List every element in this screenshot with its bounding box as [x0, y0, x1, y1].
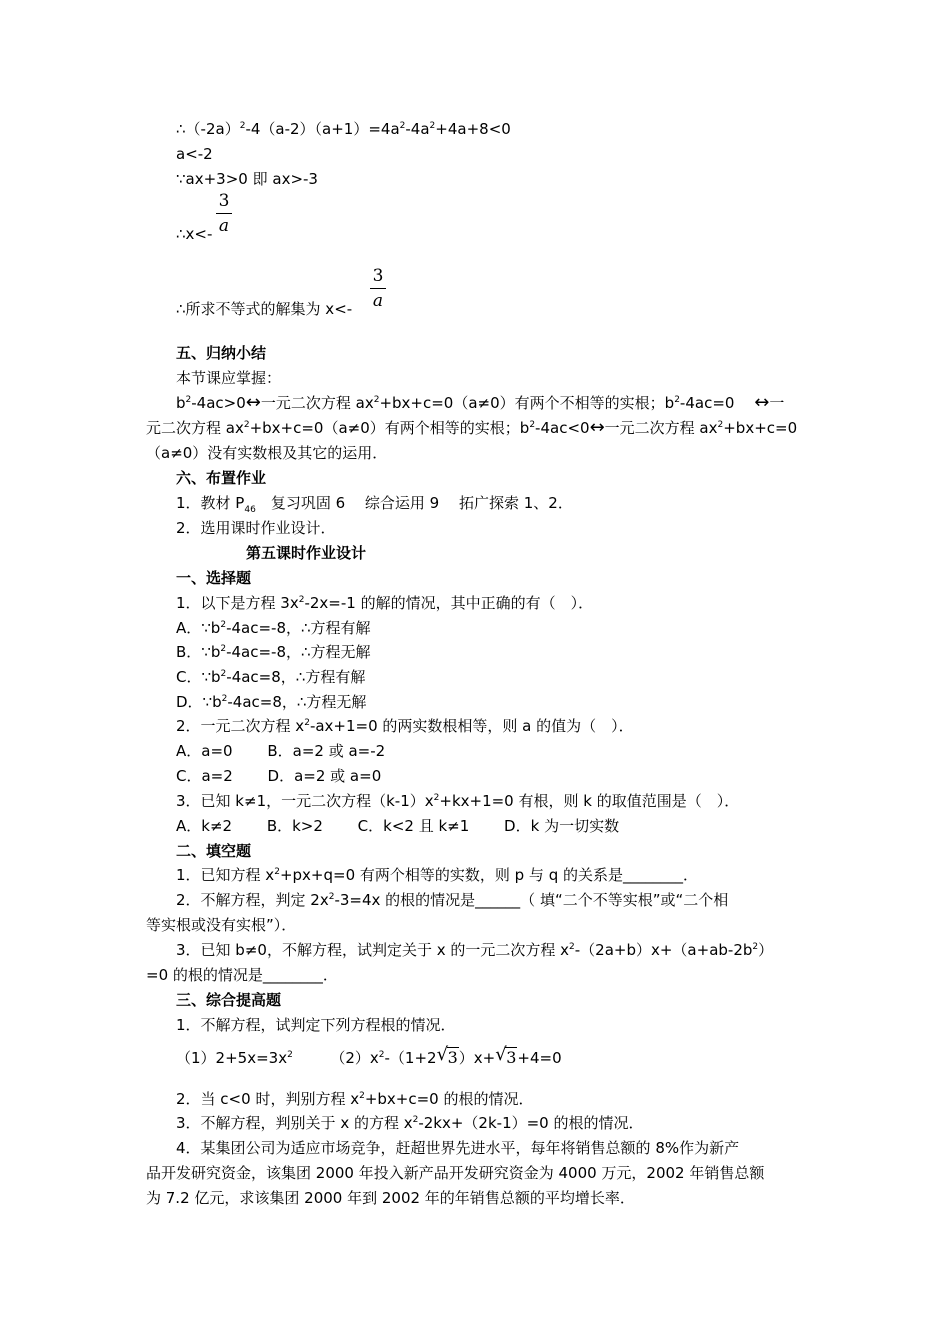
section-1-heading: 一、选择题	[176, 569, 252, 587]
comprehensive-question-2: 2．当 c<0 时，判别方程 $x^2+bx+c=0$ 的根的情况．	[176, 1090, 534, 1108]
section-2-heading: 二、填空题	[176, 842, 252, 860]
fill-question-3: 3．已知 b≠0，不解方程，试判定关于 x 的一元二次方程 $x^2-(2a+b)x+(a+ab-2b^2)$	[176, 941, 774, 959]
double-arrow-icon: ↔	[754, 392, 770, 413]
fill-question-3-cont: =0 的根的情况是________．	[146, 966, 338, 984]
summary-para-line-1: $b^2-4ac>0\leftrightarrow$一元二次方程 $ax^2+bx+c=0(a\ne 0)$有两个不相等的实根；$b^2-4ac=0$ ↔一	[176, 392, 785, 413]
solution-line-4: ∴x<-	[176, 225, 213, 243]
summary-para-line-2: 元二次方程 $ax^2+bx+c=0(a\ne 0)$有两个相等的实根；$b^2-4ac<0\leftrightarrow$一元二次方程 $ax^2+bx+c=0$	[146, 417, 798, 438]
question-3: 3．已知 k≠1，一元二次方程$(k-1)x^2+kx+1=0$ 有根，则 k 的取值范围是（ ）．	[176, 792, 740, 810]
fill-question-1: 1．已知方程 $x^2+px+q=0$ 有两个相等的实数，则 p 与 q 的关系是________．	[176, 866, 698, 884]
summary-para-line-3: （a≠0）没有实数根及其它的运用．	[146, 444, 388, 462]
comprehensive-question-4-cont-1: 品开发研究资金，该集团 2000 年投入新产品开发研究资金为 4000 万元，2002 年销售总额	[146, 1164, 765, 1182]
question-1-option-b: B．$\because b^2-4ac=-8$，∴方程无解	[176, 643, 371, 661]
summary-intro: 本节课应掌握：	[176, 369, 282, 387]
comprehensive-question-1-parts: $(1)2+5x=3x^2$ $(2)x^2-(1+2$ √ 3）x+ √ 3+4=0	[176, 1044, 562, 1067]
question-2: 2．一元二次方程 $x^2-ax+1=0$ 的两实数根相等，则 a 的值为（ ）．	[176, 717, 634, 735]
question-2-options-ab: A．a=0 B．a=2 或 a=-2	[176, 742, 386, 760]
solution-line-1: $\therefore(-2a)^2-4(a-2)(a+1)=4a^2-4a^2+4a+8<0$	[176, 120, 511, 138]
fraction-3-over-a: 3 a	[216, 191, 232, 236]
question-3-options: A．k≠2 B．k>2 C．k<2 且 k≠1 D．k 为一切实数	[176, 817, 620, 835]
summary-heading: 五、归纳小结	[176, 344, 267, 362]
comprehensive-question-1: 1．不解方程，试判定下列方程根的情况．	[176, 1016, 456, 1034]
double-arrow-icon: ↔	[589, 417, 605, 438]
question-1-option-d: D．$\because b^2-4ac=8$，∴方程无解	[176, 693, 367, 711]
comprehensive-question-4: 4．某集团公司为适应市场竞争，赶超世界先进水平，每年将销售总额的 8%作为新产	[176, 1139, 740, 1157]
question-1-option-a: A．$\because b^2-4ac=-8$，∴方程有解	[176, 619, 371, 637]
comprehensive-question-4-cont-2: 为 7.2 亿元，求该集团 2000 年到 2002 年的年销售总额的平均增长率．	[146, 1189, 635, 1207]
comprehensive-question-3: 3．不解方程，判别关于 x 的方程 $x^2-2kx+(2k-1)=0$ 的根的情况．	[176, 1114, 644, 1132]
question-1: 1．以下是方程 $3x^2-2x=-1$ 的解的情况，其中正确的有（ ）．	[176, 594, 594, 612]
homework-item-1: 1．教材 $P_{46}$ 复习巩固 6 综合运用 9 拓广探索 1、2．	[176, 494, 573, 515]
solution-line-3: ∵ax+3>0 即 ax>-3	[176, 170, 318, 188]
fill-question-2: 2．不解方程，判定 $2x^2-3=4x$ 的根的情况是______（ 填“二个不等实根”或“二个相	[176, 891, 729, 909]
homework-item-2: 2．选用课时作业设计．	[176, 519, 336, 537]
solution-line-5: ∴所求不等式的解集为 x<-	[176, 300, 353, 318]
question-2-options-cd: C．a=2 D．a=2 或 a=0	[176, 767, 382, 785]
design-title: 第五课时作业设计	[246, 544, 367, 562]
double-arrow-icon: ↔	[245, 392, 261, 413]
fraction-3-over-a: 3 a	[370, 266, 386, 311]
question-1-option-c: C．$\because b^2-4ac=8$，∴方程有解	[176, 668, 366, 686]
sqrt-3: √ 3	[436, 1044, 458, 1067]
section-3-heading: 三、综合提高题	[176, 991, 282, 1009]
fill-question-2-cont: 等实根或没有实根”）．	[146, 916, 297, 934]
sqrt-3: √ 3	[495, 1044, 517, 1067]
solution-line-2: a<-2	[176, 145, 213, 163]
homework-heading: 六、布置作业	[176, 469, 267, 487]
